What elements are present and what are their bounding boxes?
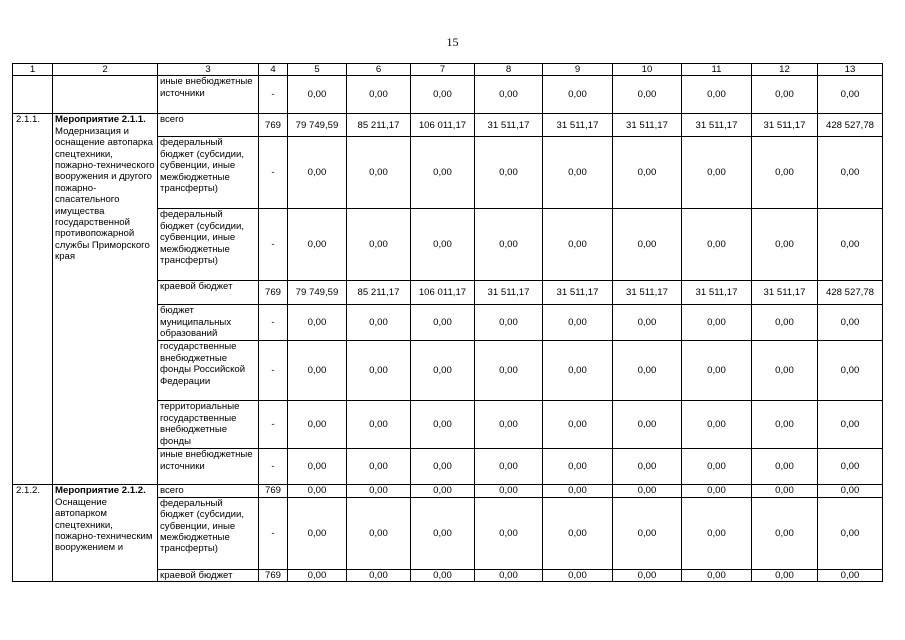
code-value: 769 <box>259 281 288 305</box>
amount-value: 0,00 <box>818 341 883 401</box>
amount-value: 106 011,17 <box>411 281 475 305</box>
funding-source: краевой бюджет <box>158 569 259 581</box>
column-number: 9 <box>543 64 613 76</box>
amount-value: 31 511,17 <box>543 281 613 305</box>
amount-value: 106 011,17 <box>411 114 475 137</box>
amount-value: 0,00 <box>543 76 613 114</box>
amount-value: 31 511,17 <box>543 114 613 137</box>
item-text: Оснащение автопарком спецтехники, пожарно-техническим вооружением и <box>55 496 153 554</box>
amount-value: 0,00 <box>543 569 613 581</box>
amount-value: 0,00 <box>752 569 818 581</box>
column-number: 2 <box>53 64 158 76</box>
amount-value: 0,00 <box>543 341 613 401</box>
funding-source: федеральный бюджет (субсидии, субвенции, иные межбюджетные трансферты) <box>158 209 259 281</box>
amount-value: 0,00 <box>818 401 883 449</box>
amount-value: 0,00 <box>752 209 818 281</box>
amount-value: 0,00 <box>818 76 883 114</box>
amount-value: 0,00 <box>347 569 411 581</box>
amount-value: 0,00 <box>818 449 883 485</box>
column-number: 8 <box>475 64 543 76</box>
amount-value: 0,00 <box>475 449 543 485</box>
amount-value: 0,00 <box>613 305 682 341</box>
column-number: 12 <box>752 64 818 76</box>
funding-source: всего <box>158 114 259 137</box>
code-value: 769 <box>259 114 288 137</box>
amount-value: 0,00 <box>752 341 818 401</box>
code-value: - <box>259 341 288 401</box>
amount-value: 0,00 <box>752 485 818 497</box>
amount-value: 0,00 <box>818 485 883 497</box>
amount-value: 0,00 <box>475 485 543 497</box>
amount-value: 0,00 <box>475 209 543 281</box>
amount-value: 0,00 <box>288 137 347 209</box>
amount-value: 0,00 <box>347 401 411 449</box>
amount-value: 0,00 <box>613 449 682 485</box>
page-number: 15 <box>446 35 459 49</box>
amount-value: 0,00 <box>682 569 752 581</box>
amount-value: 31 511,17 <box>752 114 818 137</box>
amount-value: 0,00 <box>347 76 411 114</box>
amount-value: 0,00 <box>752 449 818 485</box>
column-number: 3 <box>158 64 259 76</box>
amount-value: 0,00 <box>288 569 347 581</box>
column-number: 7 <box>411 64 475 76</box>
amount-value: 0,00 <box>475 137 543 209</box>
item-description <box>53 485 158 582</box>
amount-value: 0,00 <box>682 449 752 485</box>
amount-value: 31 511,17 <box>613 281 682 305</box>
column-number: 4 <box>259 64 288 76</box>
column-number: 13 <box>818 64 883 76</box>
amount-value: 31 511,17 <box>682 114 752 137</box>
amount-value: 0,00 <box>347 209 411 281</box>
amount-value: 0,00 <box>818 209 883 281</box>
amount-value: 0,00 <box>288 76 347 114</box>
amount-value: 0,00 <box>543 305 613 341</box>
funding-source: иные внебюджетные источники <box>158 449 259 485</box>
funding-source: бюджет муниципальных образований <box>158 305 259 341</box>
table-row <box>13 76 883 114</box>
amount-value: 0,00 <box>613 497 682 569</box>
amount-value: 79 749,59 <box>288 114 347 137</box>
funding-source: территориальные государственные внебюджетные фонды <box>158 401 259 449</box>
item-title: Мероприятие 2.1.2. <box>55 485 146 497</box>
amount-value: 0,00 <box>818 569 883 581</box>
column-number: 6 <box>347 64 411 76</box>
code-value: 769 <box>259 485 288 497</box>
code-value: - <box>259 209 288 281</box>
amount-value: 31 511,17 <box>613 114 682 137</box>
item-code <box>13 76 53 114</box>
amount-value: 0,00 <box>682 76 752 114</box>
amount-value: 0,00 <box>347 305 411 341</box>
table-row <box>13 114 883 137</box>
amount-value: 0,00 <box>613 137 682 209</box>
amount-value: 0,00 <box>752 401 818 449</box>
funding-source: краевой бюджет <box>158 281 259 305</box>
amount-value: 0,00 <box>682 401 752 449</box>
amount-value: 31 511,17 <box>682 281 752 305</box>
amount-value: 0,00 <box>411 485 475 497</box>
code-value: - <box>259 401 288 449</box>
amount-value: 79 749,59 <box>288 281 347 305</box>
amount-value: 0,00 <box>288 209 347 281</box>
amount-value: 0,00 <box>411 401 475 449</box>
amount-value: 0,00 <box>411 341 475 401</box>
amount-value: 0,00 <box>543 137 613 209</box>
amount-value: 0,00 <box>752 76 818 114</box>
column-number: 5 <box>288 64 347 76</box>
amount-value: 0,00 <box>411 305 475 341</box>
amount-value: 0,00 <box>475 341 543 401</box>
item-code: 2.1.1. <box>13 114 53 485</box>
amount-value: 31 511,17 <box>475 281 543 305</box>
funding-source: государственные внебюджетные фонды Российской Федерации <box>158 341 259 401</box>
amount-value: 0,00 <box>682 137 752 209</box>
funding-source: федеральный бюджет (субсидии, субвенции, иные межбюджетные трансферты) <box>158 497 259 569</box>
amount-value: 0,00 <box>347 137 411 209</box>
amount-value: 0,00 <box>411 209 475 281</box>
amount-value: 0,00 <box>682 497 752 569</box>
amount-value: 0,00 <box>475 569 543 581</box>
funding-source: федеральный бюджет (субсидии, субвенции, иные межбюджетные трансферты) <box>158 137 259 209</box>
amount-value: 0,00 <box>613 485 682 497</box>
amount-value: 0,00 <box>411 449 475 485</box>
item-title: Мероприятие 2.1.1. <box>55 114 146 126</box>
amount-value: 85 211,17 <box>347 114 411 137</box>
amount-value: 0,00 <box>543 401 613 449</box>
code-value: - <box>259 497 288 569</box>
amount-value: 85 211,17 <box>347 281 411 305</box>
amount-value: 0,00 <box>682 341 752 401</box>
amount-value: 0,00 <box>682 485 752 497</box>
item-description <box>53 114 158 485</box>
amount-value: 0,00 <box>613 401 682 449</box>
code-value: 769 <box>259 569 288 581</box>
amount-value: 0,00 <box>543 497 613 569</box>
amount-value: 0,00 <box>288 497 347 569</box>
amount-value: 0,00 <box>411 569 475 581</box>
column-number: 11 <box>682 64 752 76</box>
amount-value: 31 511,17 <box>475 114 543 137</box>
amount-value: 0,00 <box>288 485 347 497</box>
amount-value: 0,00 <box>475 401 543 449</box>
amount-value: 0,00 <box>288 341 347 401</box>
amount-value: 0,00 <box>288 449 347 485</box>
amount-value: 0,00 <box>613 76 682 114</box>
budget-table <box>12 63 883 582</box>
amount-value: 0,00 <box>613 341 682 401</box>
amount-value: 0,00 <box>752 305 818 341</box>
amount-value: 0,00 <box>347 497 411 569</box>
amount-value: 0,00 <box>818 137 883 209</box>
amount-value: 428 527,78 <box>818 114 883 137</box>
amount-value: 0,00 <box>613 569 682 581</box>
amount-value: 0,00 <box>752 497 818 569</box>
column-number: 1 <box>13 64 53 76</box>
amount-value: 0,00 <box>682 209 752 281</box>
amount-value: 0,00 <box>475 305 543 341</box>
amount-value: 0,00 <box>543 209 613 281</box>
amount-value: 0,00 <box>347 449 411 485</box>
amount-value: 0,00 <box>288 401 347 449</box>
table-row <box>13 485 883 497</box>
amount-value: 0,00 <box>818 305 883 341</box>
item-description <box>53 76 158 114</box>
column-number: 10 <box>613 64 682 76</box>
amount-value: 0,00 <box>411 76 475 114</box>
amount-value: 0,00 <box>347 485 411 497</box>
code-value: - <box>259 449 288 485</box>
item-text: Модернизация и оснащение автопарка спецтехники, пожарно-технического вооружения и другого пожарно-спасательного имущества государственной противопожарной службы Приморского края <box>55 125 155 263</box>
funding-source: иные внебюджетные источники <box>158 76 259 114</box>
code-value: - <box>259 305 288 341</box>
amount-value: 428 527,78 <box>818 281 883 305</box>
column-number-row <box>13 64 883 76</box>
amount-value: 0,00 <box>411 497 475 569</box>
amount-value: 0,00 <box>411 137 475 209</box>
amount-value: 0,00 <box>475 497 543 569</box>
item-code: 2.1.2. <box>13 485 53 582</box>
amount-value: 0,00 <box>752 137 818 209</box>
amount-value: 0,00 <box>613 209 682 281</box>
amount-value: 0,00 <box>475 76 543 114</box>
funding-source: всего <box>158 485 259 497</box>
amount-value: 0,00 <box>682 305 752 341</box>
amount-value: 0,00 <box>543 485 613 497</box>
code-value: - <box>259 76 288 114</box>
amount-value: 31 511,17 <box>752 281 818 305</box>
amount-value: 0,00 <box>347 341 411 401</box>
amount-value: 0,00 <box>543 449 613 485</box>
amount-value: 0,00 <box>288 305 347 341</box>
code-value: - <box>259 137 288 209</box>
amount-value: 0,00 <box>818 497 883 569</box>
